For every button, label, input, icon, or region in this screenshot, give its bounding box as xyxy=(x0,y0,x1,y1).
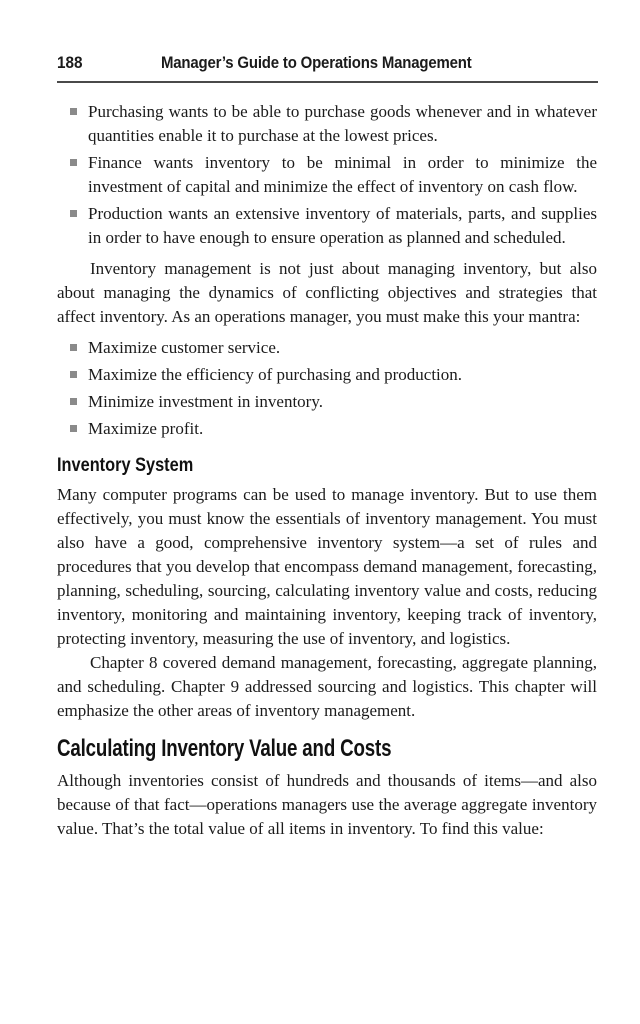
inventory-system-paragraph-1: Many computer programs can be used to manage inventory. But to use them effectively, you must know the essentials of inventory management. You must also have a good, comprehensive inventory system—a set of rules and procedures that you develop that encompass demand management, forecasting, planning, scheduling, sourcing, calculating inventory value and costs, reducing inventory, monitoring and maintaining inventory, keeping track of inventory, protecting inventory, measuring the use of inventory, and logistics. xyxy=(57,485,597,648)
square-bullet-icon xyxy=(70,344,77,351)
list-item-text: Maximize the efficiency of purchasing and production. xyxy=(88,365,463,384)
list-item xyxy=(57,336,597,360)
mantra-paragraph: Inventory management is not just about managing inventory, but also about managing the dynamics of conflicting objectives and strategies that affect inventory. As an operations manager, you must make this your mantra: xyxy=(57,259,597,326)
list-item xyxy=(57,202,597,250)
page-number: 188 xyxy=(57,53,83,72)
square-bullet-icon xyxy=(70,210,77,217)
list-item-text: Purchasing wants to be able to purchase goods whenever and in whatever quantities enable it to purchase at the lowest prices. xyxy=(88,102,597,145)
list-item xyxy=(57,417,597,441)
square-bullet-icon xyxy=(70,159,77,166)
running-header xyxy=(57,53,598,83)
list-item xyxy=(57,151,597,199)
list-item-text: Minimize investment in inventory. xyxy=(88,392,323,411)
list-item-text: Finance wants inventory to be minimal in order to minimize the investment of capital and minimize the effect of inventory on cash flow. xyxy=(88,153,597,196)
list-item xyxy=(57,390,597,414)
list-item xyxy=(57,363,597,387)
page-body xyxy=(57,100,597,841)
list-item xyxy=(57,100,597,148)
running-title: Manager’s Guide to Operations Management xyxy=(161,53,472,72)
inventory-system-paragraph-2: Chapter 8 covered demand management, forecasting, aggregate planning, and scheduling. Chapter 9 addressed sourcing and logistics. This chapter will emphasize the other areas of inventory management. xyxy=(57,653,597,720)
calculating-paragraph-1: Although inventories consist of hundreds and thousands of items—and also because of that fact—operations managers use the average aggregate inventory value. That’s the total value of all items in inventory. To find this value: xyxy=(57,771,597,838)
square-bullet-icon xyxy=(70,371,77,378)
list-item-text: Maximize customer service. xyxy=(88,338,281,357)
list-item-text: Maximize profit. xyxy=(88,419,204,438)
conflicting-objectives-list xyxy=(57,100,597,250)
section-heading-inventory-system: Inventory System xyxy=(57,455,194,476)
square-bullet-icon xyxy=(70,398,77,405)
square-bullet-icon xyxy=(70,425,77,432)
list-item-text: Production wants an extensive inventory of materials, parts, and supplies in order to have enough to ensure operation as planned and scheduled. xyxy=(88,204,597,247)
section-heading-calculating: Calculating Inventory Value and Costs xyxy=(57,735,392,762)
mantra-list xyxy=(57,336,597,441)
square-bullet-icon xyxy=(70,108,77,115)
